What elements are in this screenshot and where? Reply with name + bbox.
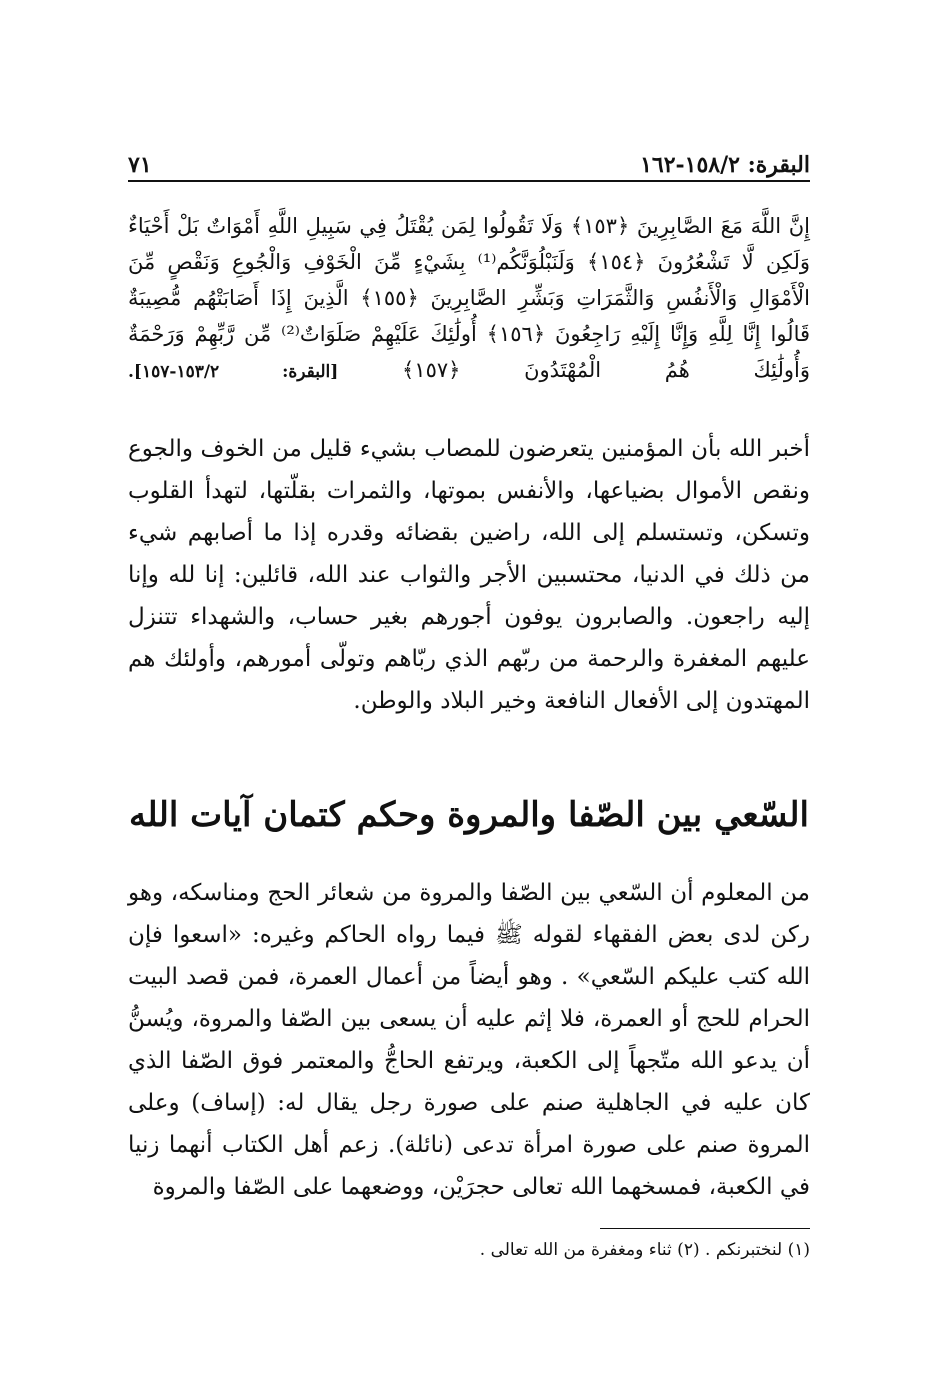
section-paragraph: من المعلوم أن السّعي بين الصّفا والمروة من شعائر الحج ومناسكه، وهو ركن لدى بعض الفقهاء لقوله ﷺ فيما رواه الحاكم وغيره: «اسعوا فإن الله كتب عليكم السّعي» . وهو أيضاً من أعمال العمرة، فمن قصد البيت الحرام للحج أو العمرة، فلا إثم عليه أن يسعى بين الصّفا والمروة، ويُسنُّ أن يدعو الله متّجهاً إلى الكعبة، ويرتفع الحاجُّ والمعتمر فوق الصّفا الذي كان عليه في الجاهلية صنم على صورة رجل يقال له: (إساف) وعلى المروة صنم على صورة امرأة تدعى (نائلة). زعم أهل الكتاب أنهما زنيا في الكعبة، فمسخهما الله تعالى حجرَيْن، ووضعهما على الصّفا والمروة — [128, 880, 810, 1200]
surah-range: البقرة: ١٥٨/٢-١٦٢ — [640, 152, 810, 178]
commentary-paragraph: أخبر الله بأن المؤمنين يتعرضون للمصاب بشيء قليل من الخوف والجوع ونقص الأموال بضياعها، والأنفس بموتها، والثمرات بقلّتها، لتهدأ القلوب وتسكن، وتستسلم إلى الله، راضين بقضائه وقدره إذا ما أصابهم شيء من ذلك في الدنيا، محتسبين الأجر والثواب عند الله، قائلين: إنا لله وإنا إليه راجعون. والصابرون يوفون أجورهم بغير حساب، والشهداء تتنزل عليهم المغفرة والرحمة من ربّهم الذي ربّاهم وتولّى أمورهم، وأولئك هم المهتدون إلى الأفعال النافعة وخير البلاد والوطن. — [128, 436, 810, 714]
verse-text: إِنَّ اللَّهَ مَعَ الصَّابِرِينَ ﴿١٥٣﴾ وَلَا تَقُولُوا لِمَن يُقْتَلُ فِي سَبِيلِ اللَّهِ أَمْوَاتٌ بَلْ أَحْيَاءٌ وَلَكِن لَّا تَشْعُرُونَ ﴿١٥٤﴾ وَلَنَبْلُوَنَّكُم⁽¹⁾ بِشَيْءٍ مِّنَ الْخَوْفِ وَالْجُوعِ وَنَقْصٍ مِّنَ الْأَمْوَالِ وَالْأَنفُسِ وَالثَّمَرَاتِ وَبَشِّرِ الصَّابِرِينَ ﴿١٥٥﴾ الَّذِينَ إِذَا أَصَابَتْهُم مُّصِيبَةٌ قَالُوا إِنَّا لِلَّهِ وَإِنَّا إِلَيْهِ رَاجِعُونَ ﴿١٥٦﴾ أُولَٰئِكَ عَلَيْهِمْ صَلَوَاتٌ⁽²⁾ مِّن رَّبِّهِمْ وَرَحْمَةٌ وَأُولَٰئِكَ هُمُ الْمُهْتَدُونَ ﴿١٥٧﴾ — [128, 214, 811, 382]
running-header — [128, 140, 810, 178]
footnotes: (١) لنختبرنكم . (٢) ثناء ومغفرة من الله تعالى . — [479, 1240, 810, 1260]
section-title: السّعي بين الصّفا والمروة وحكم كتمان آيات الله — [129, 795, 809, 835]
verse-reference: [البقرة: ١٥٣/٢-١٥٧]. — [128, 362, 339, 382]
page-number: ٧١ — [128, 152, 152, 178]
quran-verses — [128, 208, 810, 390]
header-divider — [128, 180, 810, 182]
footnote-divider — [600, 1228, 810, 1229]
